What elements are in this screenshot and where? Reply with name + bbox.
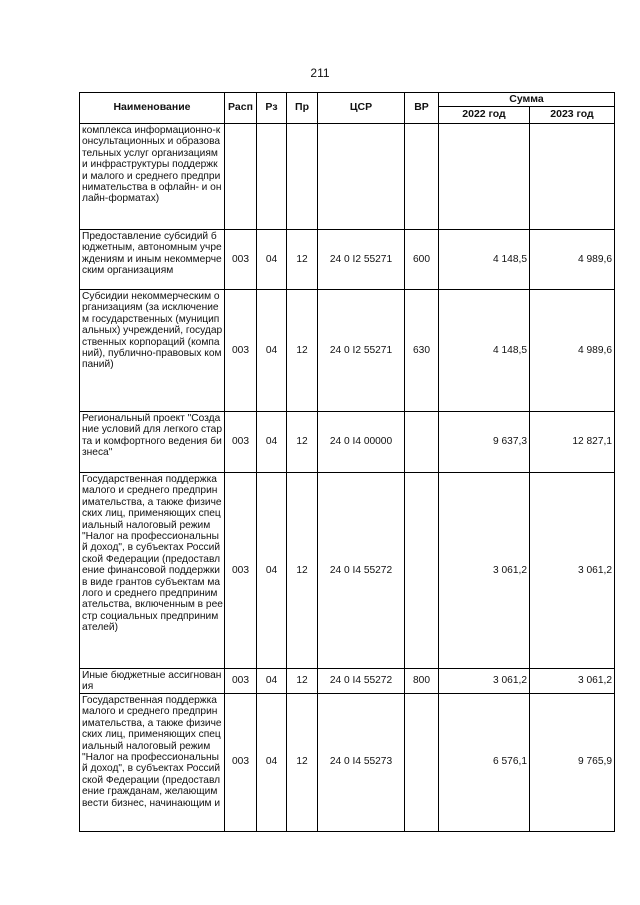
- header-2023: 2023 год: [530, 107, 615, 124]
- row-pr: [287, 124, 318, 230]
- row-csr: 24 0 I4 00000: [318, 412, 405, 473]
- row-rasp: [225, 124, 257, 230]
- row-rz: 04: [257, 669, 287, 694]
- row-pr: 12: [287, 290, 318, 412]
- row-vr: [405, 473, 439, 669]
- row-vr: [405, 412, 439, 473]
- row-pr: 12: [287, 412, 318, 473]
- row-vr: 800: [405, 669, 439, 694]
- row-csr: 24 0 I4 55273: [318, 694, 405, 832]
- row-2023: 4 989,6: [530, 230, 615, 290]
- row-2022: 3 061,2: [439, 669, 530, 694]
- row-name: Предоставление субсидий бюджетным, автономным учреждениям и иным некоммерческим организациям: [80, 230, 225, 290]
- row-rasp: 003: [225, 694, 257, 832]
- row-rz: 04: [257, 694, 287, 832]
- row-csr: [318, 124, 405, 230]
- header-rasp: Расп: [225, 93, 257, 124]
- row-name: Региональный проект "Создание условий для легкого старта и комфортного ведения бизнеса": [80, 412, 225, 473]
- row-2023: [530, 124, 615, 230]
- row-2022: [439, 124, 530, 230]
- table-row: [80, 473, 615, 669]
- table-row: [80, 230, 615, 290]
- budget-table: [79, 92, 615, 832]
- row-rz: [257, 124, 287, 230]
- header-pr: Пр: [287, 93, 318, 124]
- row-2022: 6 576,1: [439, 694, 530, 832]
- row-2023: 3 061,2: [530, 473, 615, 669]
- header-rz: Рз: [257, 93, 287, 124]
- row-rasp: 003: [225, 290, 257, 412]
- row-rz: 04: [257, 230, 287, 290]
- row-pr: 12: [287, 230, 318, 290]
- row-pr: 12: [287, 473, 318, 669]
- row-vr: [405, 694, 439, 832]
- row-2022: 4 148,5: [439, 290, 530, 412]
- row-2023: 3 061,2: [530, 669, 615, 694]
- table-row: [80, 694, 615, 832]
- row-rasp: 003: [225, 412, 257, 473]
- row-name: Иные бюджетные ассигнования: [80, 669, 225, 694]
- table-row: [80, 124, 615, 230]
- row-csr: 24 0 I2 55271: [318, 290, 405, 412]
- header-csr: ЦСР: [318, 93, 405, 124]
- row-vr: 600: [405, 230, 439, 290]
- row-csr: 24 0 I4 55272: [318, 669, 405, 694]
- page-number: 211: [310, 66, 330, 80]
- header-name: Наименование: [80, 93, 225, 124]
- row-name: комплекса информационно-консультационных и образовательных услуг организациями инфраструктуры поддержки малого и среднего предпринимательства в офлайн- и онлайн-форматах): [80, 124, 225, 230]
- row-rasp: 003: [225, 230, 257, 290]
- row-name: Государственная поддержка малого и среднего предпринимательства, а также физических лиц, применяющих специальный налоговый режим "Налог на профессиональный доход", в субъектах Российской Федерации (предоставление финансовой поддержки в виде грантов субъектам малого и среднего предпринимательства, включенным в реестр социальных предпринимателей): [80, 473, 225, 669]
- row-2022: 3 061,2: [439, 473, 530, 669]
- header-sum: Сумма: [439, 93, 615, 107]
- row-2023: 12 827,1: [530, 412, 615, 473]
- table-row: [80, 412, 615, 473]
- row-rz: 04: [257, 473, 287, 669]
- row-2023: 9 765,9: [530, 694, 615, 832]
- row-csr: 24 0 I4 55272: [318, 473, 405, 669]
- row-pr: 12: [287, 694, 318, 832]
- row-rz: 04: [257, 290, 287, 412]
- row-vr: [405, 124, 439, 230]
- row-2022: 4 148,5: [439, 230, 530, 290]
- table-row: [80, 669, 615, 694]
- header-2022: 2022 год: [439, 107, 530, 124]
- row-name: Государственная поддержка малого и среднего предпринимательства, а также физических лиц, применяющих специальный налоговый режим "Налог на профессиональный доход", в субъектах Российской Федерации (предоставление гражданам, желающим вести бизнес, начинающим и: [80, 694, 225, 832]
- row-rasp: 003: [225, 473, 257, 669]
- row-rasp: 003: [225, 669, 257, 694]
- row-csr: 24 0 I2 55271: [318, 230, 405, 290]
- row-2023: 4 989,6: [530, 290, 615, 412]
- table-row: [80, 290, 615, 412]
- row-vr: 630: [405, 290, 439, 412]
- row-rz: 04: [257, 412, 287, 473]
- row-name: Субсидии некоммерческим организациям (за исключением государственных (муниципальных) учреждений, государственных корпораций (компаний), публично-правовых компаний): [80, 290, 225, 412]
- header-vr: ВР: [405, 93, 439, 124]
- row-pr: 12: [287, 669, 318, 694]
- row-2022: 9 637,3: [439, 412, 530, 473]
